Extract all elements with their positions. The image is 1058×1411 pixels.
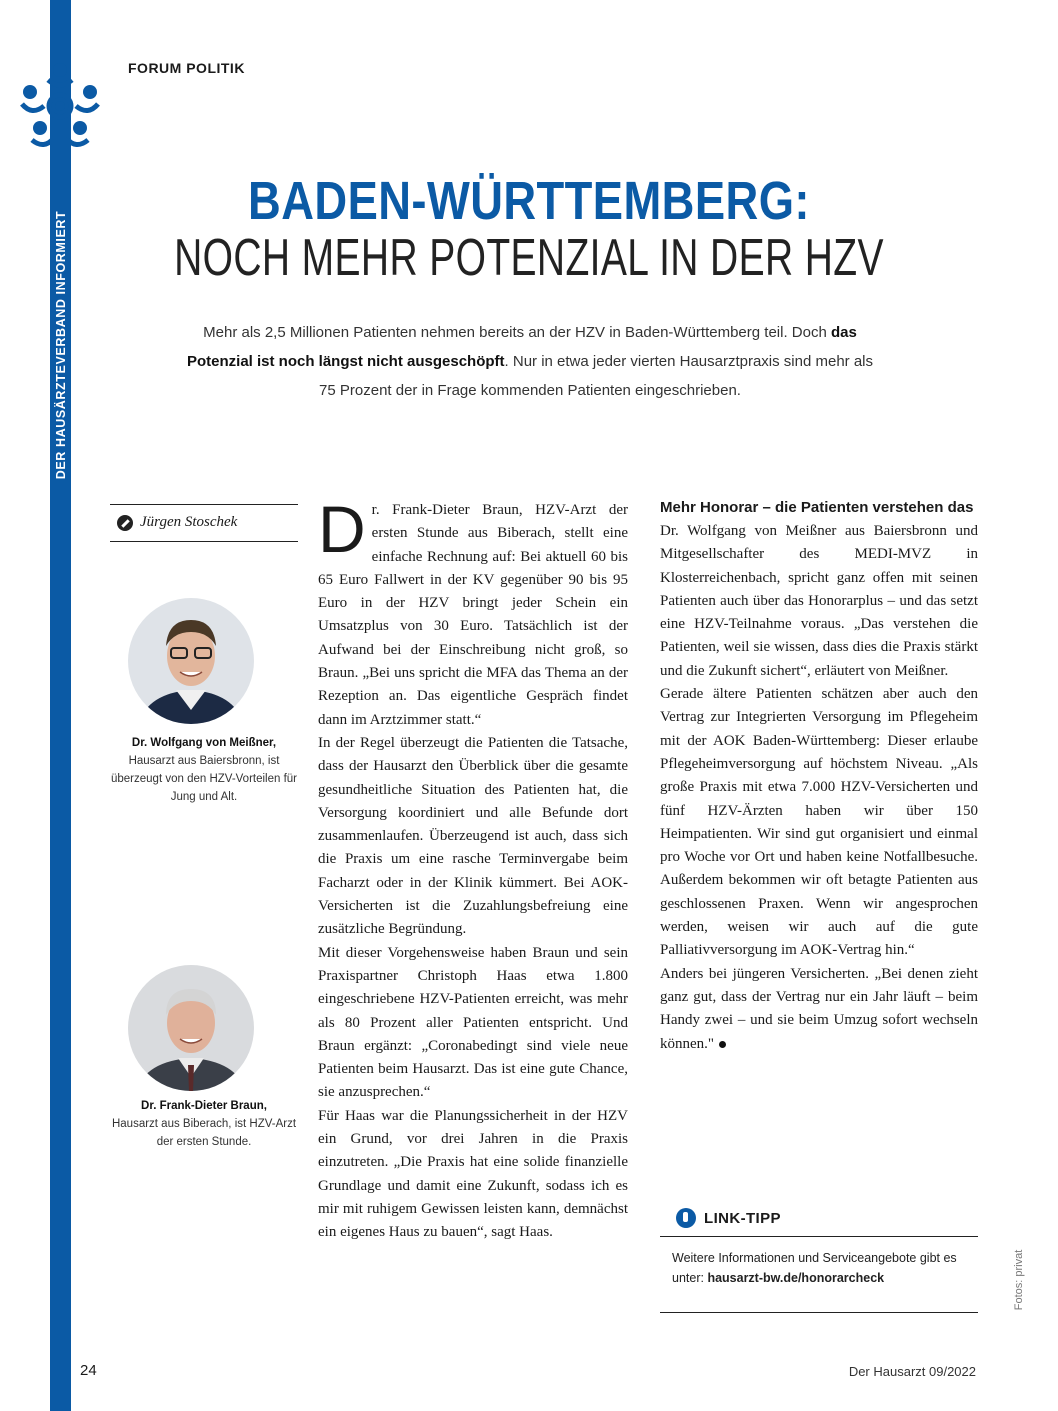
photo-credit: Fotos: privat	[1013, 1249, 1025, 1311]
article-column-1	[318, 492, 628, 1245]
page-number: 24	[80, 1362, 97, 1379]
headline-line1: BADEN-WÜRTTEMBERG:	[248, 171, 810, 231]
end-mark-icon	[719, 1041, 726, 1048]
section-label: FORUM POLITIK	[128, 60, 245, 76]
hausaerzteverband-logo-icon	[14, 58, 106, 150]
article-subhead: Mehr Honorar – die Patienten verstehen das	[660, 499, 974, 516]
caption-meissner: Dr. Wolfgang von Meißner, Hausarzt aus Baiersbronn, ist überzeugt von den HZV-Vorteilen für Jung und Alt.	[110, 737, 298, 803]
caption-braun: Dr. Frank-Dieter Braun, Hausarzt aus Biberach, ist HZV-Arzt der ersten Stunde.	[111, 1100, 297, 1148]
author-name: Jürgen Stoschek	[140, 514, 238, 530]
headline-line2: NOCH MEHR POTENZIAL IN DER HZV	[174, 229, 884, 287]
pen-icon	[117, 515, 133, 531]
article-column-2	[660, 497, 978, 1056]
article-paragraph: Dr. Wolfgang von Meißner aus Baiersbronn und Mitgesellschafter des MEDI-MVZ in Klosterreichenbach, spricht ganz offen mit seinen Patienten auch über das Honorarplus – und das setzt eine HZV-Teilnahme voraus. „Das verstehen die Patienten, weil sie wissen, dass dies die Praxis stärkt und die Zukunft sichert“, erläutert von Meißner.	[660, 523, 978, 679]
article-paragraph: Dr. Frank-Dieter Braun, HZV-Arzt der ersten Stunde aus Biberach, stellt eine einfache Rechnung auf: Bei aktuell 60 bis 65 Euro Fallwert in der KV gegenüber 90 bis 95 Euro in der HZV bringt jeder Schein ein Umsatzplus von 30 Euro. Tatsächlich ist der Aufwand bei der Einschreibung nicht groß, so Braun. „Bei uns spricht die MFA das Thema an der Rezeption an. Das eigentliche Gespräch findet dann im Arztzimmer statt.“	[318, 492, 628, 728]
article-paragraph: Gerade ältere Patienten schätzen aber auch den Vertrag zur Integrierten Versorgung im Pflegeheim mit der AOK Baden-Württemberg: Dieser erlaube Pflegeheimversorgung auf höchstem Niveau. „Als große Praxis mit etwa 7.000 HZV-Versicherten und fünf HZV-Ärzten haben wir über 150 Heimpatienten. Wir sind gut organisiert und einmal pro Woche vor Ort und haben keine Notfallbesuche. Außerdem bekommen wir oft betagte Patienten aus geschlossenen Praxen. Wenn wir angesprochen werden, weisen wir auch auf die gute Palliativversorgung im AOK-Vertrag hin.“	[660, 686, 978, 959]
portrait-braun	[128, 965, 254, 1091]
article-paragraph: In der Regel überzeugt die Patienten die Tatsache, dass der Hausarzt den Überblick über die gesamte gesundheitliche Situation des Patienten hat, die Versorgung koordiniert und alle Befunde dort zusammenlaufen. Überzeugend ist auch, dass sich die Praxis um eine rasche Terminvergabe beim Facharzt oder in der Klinik kümmert. Bei AOK-Versicherten ist die Zuzahlungsbefreiung eine zusätzliche Begründung.	[318, 734, 628, 938]
lead-paragraph: Mehr als 2,5 Millionen Patienten nehmen bereits an der HZV in Baden-Württemberg teil. Doch das Potenzial ist noch längst nicht ausgeschöpft. Nur in etwa jeder vierten Hausarztpraxis sind mehr als 75 Prozent der in Frage kommenden Patienten eingeschrieben.	[186, 324, 874, 399]
article-paragraph: Mit dieser Vorgehensweise haben Braun und sein Praxispartner Christoph Haas etwa 1.800 eingeschriebene HZV-Patienten erreicht, was mehr als 80 Prozent aller Patienten entspricht. Und Braun ergänzt: „Coronabedingt sind viele neue Patienten beim Hausarzt. Das ist eine gute Chance, sie anzusprechen.“	[318, 944, 628, 1101]
divider	[660, 1236, 978, 1237]
pointer-hand-icon	[676, 1208, 696, 1228]
link-tip-text: Weitere Informationen und Serviceangebote gibt es unter: hausarzt-bw.de/honorarcheck	[672, 1251, 957, 1285]
article-paragraph: Anders bei jüngeren Versicherten. „Bei denen zieht ganz gut, dass der Vertrag nur ein Jahr läuft – beim Handy zwei – und sie beim Umzug sofort wechseln können."	[660, 965, 978, 1052]
dropcap: D	[318, 492, 366, 566]
link-tip-box	[660, 1204, 978, 1313]
sidebar-label: DER HAUSÄRZTEVERBAND INFORMIERT	[53, 210, 68, 480]
issue-label: Der Hausarzt 09/2022	[848, 1364, 976, 1379]
article-paragraph: Für Haas war die Planungssicherheit in der HZV ein Grund, vor drei Jahren in die Praxis einzutreten. „Die Praxis hat eine solide finanzielle Grundlage und damit eine Zukunft, sodass ich es mir mit ruhigem Gewissen leisten kann, demnächst ein eigenes Haus zu bauen“, sagt Haas.	[318, 1107, 628, 1241]
author-box	[110, 504, 298, 542]
link-tip-title: LINK-TIPP	[704, 1210, 781, 1227]
link-tip-url[interactable]: hausarzt-bw.de/honorarcheck	[707, 1271, 885, 1285]
portrait-meissner	[128, 598, 254, 724]
lead-bold: das Potenzial ist noch längst nicht ausgeschöpft	[186, 324, 857, 370]
